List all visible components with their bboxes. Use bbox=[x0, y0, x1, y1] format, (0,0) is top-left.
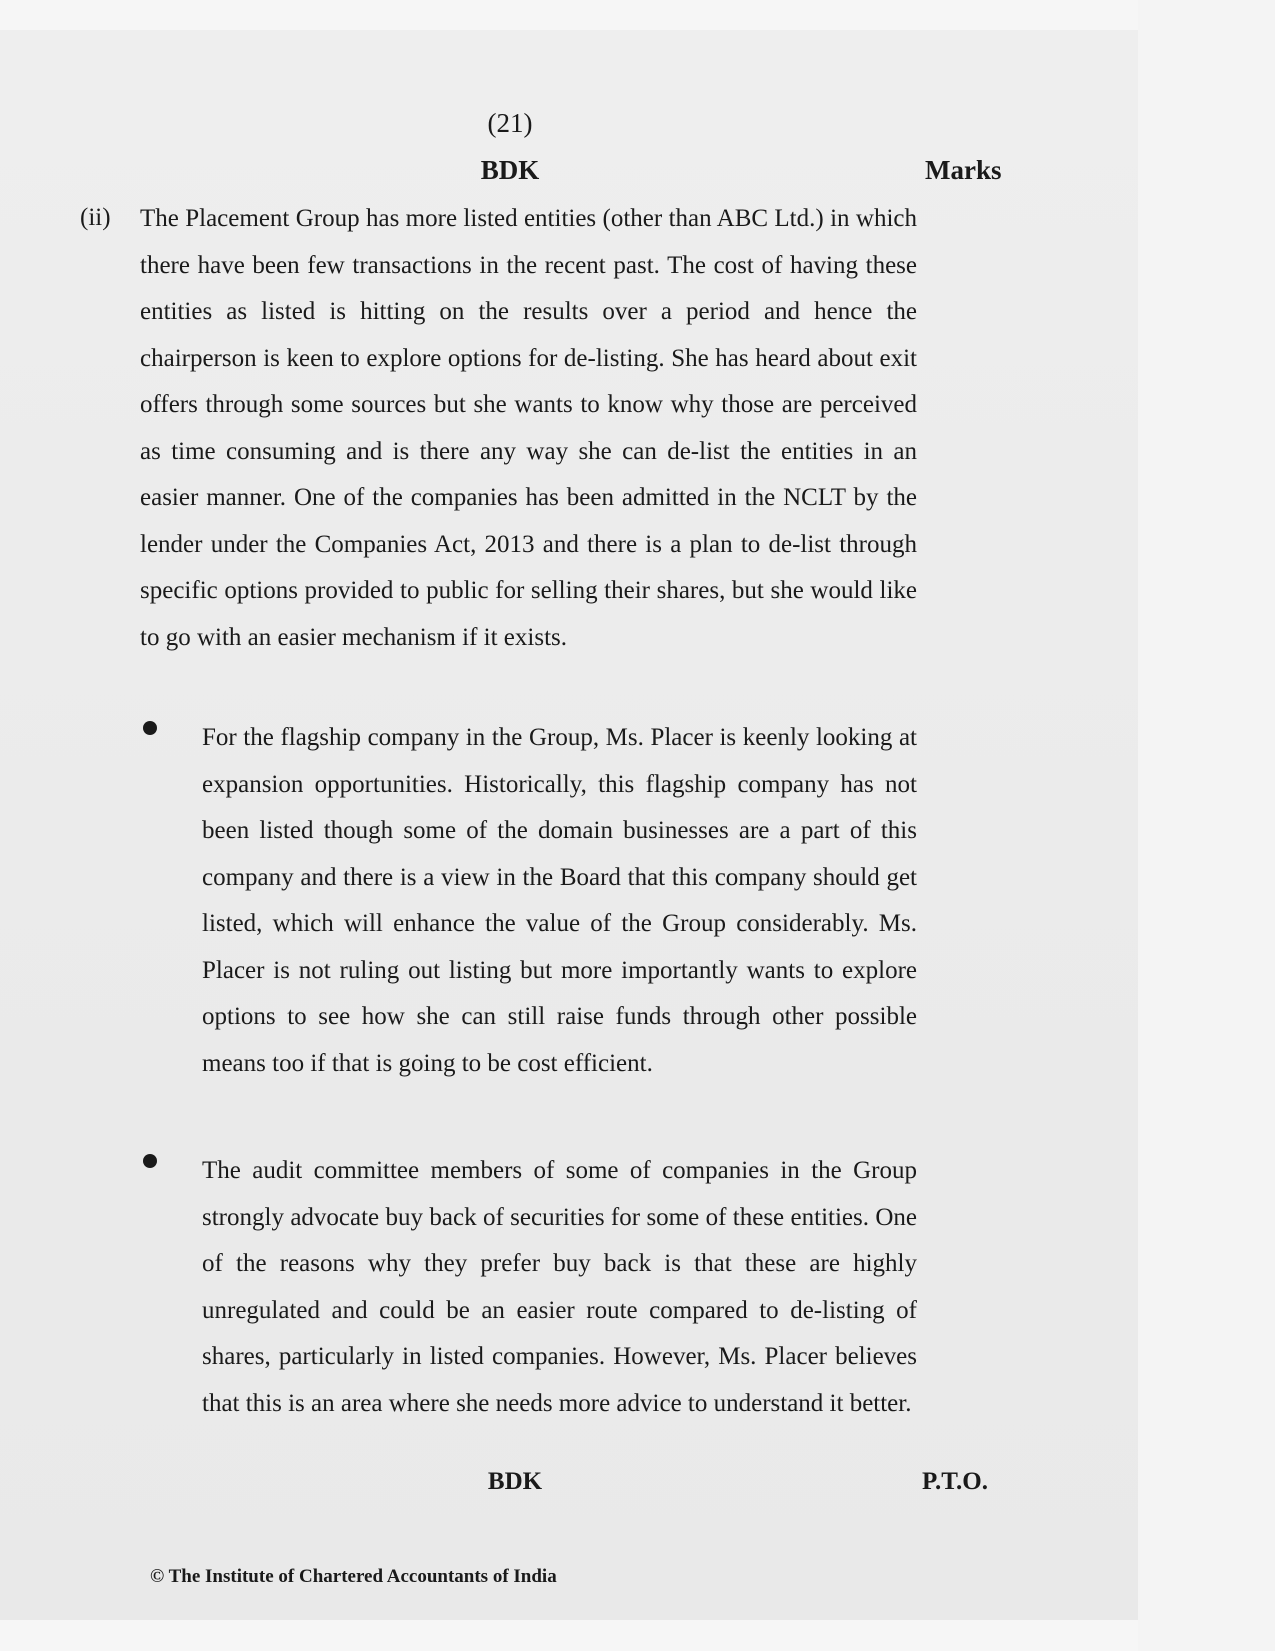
bullet-icon bbox=[143, 721, 157, 735]
footer-paper-code: BDK bbox=[487, 1468, 543, 1495]
bullet-point-buyback: The audit committee members of some of companies in the Group strongly advocate buy back of securities for some of these entities. One of the reasons why they prefer buy back is that these are highly unregulated and could be an easier route compared to de-listing of shares, particularly in listed companies. However, Ms. Placer believes that this is an area where she needs more advice to understand it better. bbox=[202, 1157, 917, 1417]
header-paper-code: BDK bbox=[480, 155, 540, 185]
marks-label: Marks bbox=[925, 155, 1002, 185]
bullet-icon bbox=[143, 1154, 157, 1168]
page-number: (21) bbox=[487, 108, 533, 138]
copyright-notice: © The Institute of Chartered Accountants of India bbox=[150, 1566, 557, 1587]
pto-label: P.T.O. bbox=[922, 1468, 988, 1495]
bullet-point-flagship: For the flagship company in the Group, Ms. Placer is keenly looking at expansion opportunities. Historically, this flagship company has not been listed though some of the domain businesses are a part of this company and there is a view in the Board that this company should get listed, which will enhance the value of the Group considerably. Ms. Placer is not ruling out listing but more importantly wants to explore options to see how she can still raise funds through other possible means too if that is going to be cost efficient. bbox=[202, 724, 917, 1077]
top-margin bbox=[0, 0, 1138, 30]
question-item-number: (ii) bbox=[80, 204, 111, 231]
bottom-margin bbox=[0, 1620, 1138, 1651]
question-paragraph: The Placement Group has more listed entities (other than ABC Ltd.) in which there have been few transactions in the recent past. The cost of having these entities as listed is hitting on the results over a period and hence the chairperson is keen to explore options for de-listing. She has heard about exit offers through some sources but she wants to know why those are perceived as time consuming and is there any way she can de-list the entities in an easier manner. One of the companies has been admitted in the NCLT by the lender under the Companies Act, 2013 and there is a plan to de-list through specific options provided to public for selling their shares, but she would like to go with an easier mechanism if it exists. bbox=[140, 205, 917, 651]
right-margin bbox=[1138, 0, 1275, 1651]
